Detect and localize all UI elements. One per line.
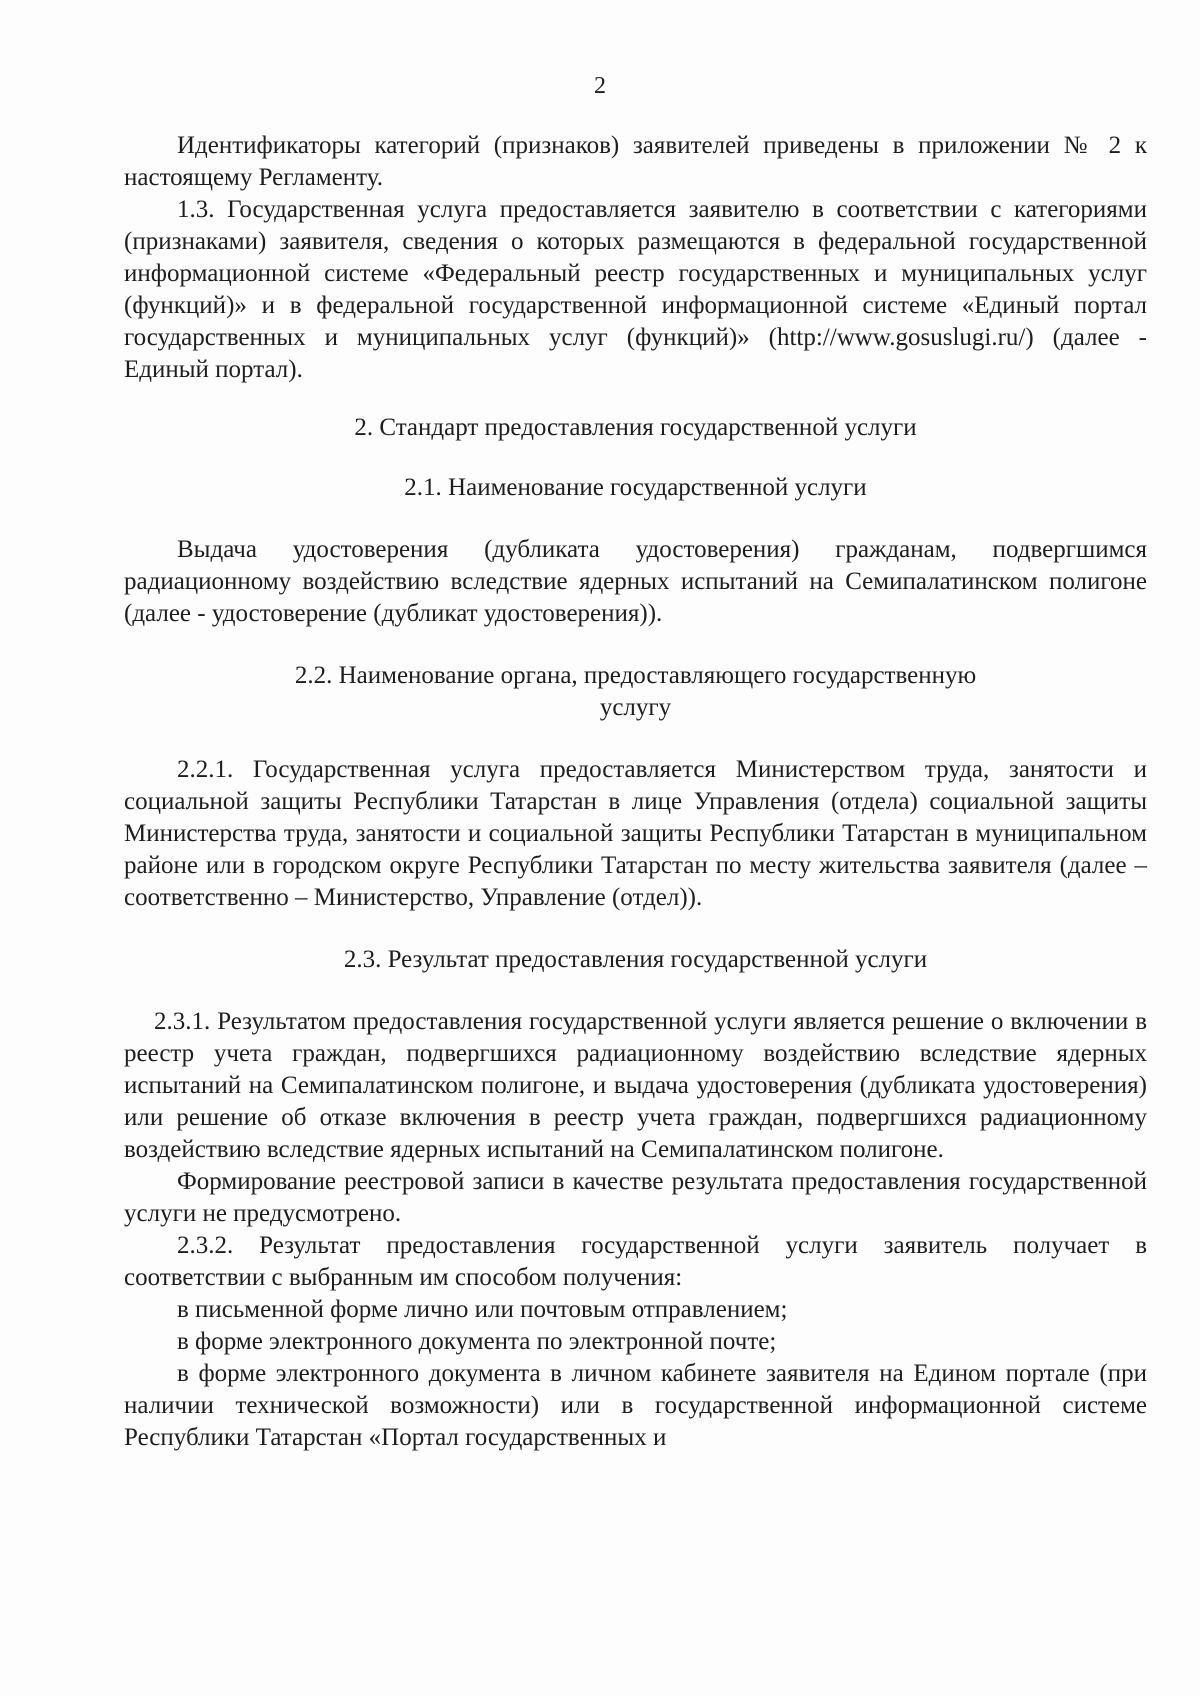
list-item-written-form: в письменной форме лично или почтовым отправлением; [177,1296,788,1323]
subsection-heading-2-2 [124,660,1147,724]
list-item-email: в форме электронного документа по электронной почте; [177,1328,777,1355]
paragraph-registry-record: Формирование реестровой записи в качестве результата предоставления государственной услуги не предусмотрено. [124,1168,1147,1227]
paragraph-category-identifiers: Идентификаторы категорий (признаков) заявителей приведены в приложении № 2 к настоящему Регламенту. [124,132,1147,191]
subsection-heading-2-1: 2.1. Наименование государственной услуги [404,474,867,501]
page-number: 2 [594,73,606,99]
subsection-heading-2-3: 2.3. Результат предоставления государственной услуги [343,946,928,973]
paragraph-2-3-2: 2.3.2. Результат предоставления государственной услуги заявитель получает в соответствии с выбранным им способом получения: [124,1232,1147,1291]
subsection-heading-2-2-line2: услугу [599,694,672,721]
section-heading-2: 2. Стандарт предоставления государственной услуги [354,414,917,441]
document-body [124,130,1147,1454]
paragraph-1-3: 1.3. Государственная услуга предоставляется заявителю в соответствии с категориями (признаками) заявителя, сведения о которых размещаются в федеральной государственной информационной системе «Федеральный реестр государственных и муниципальных услуг (функций)» и в федеральной государственной информационной системе «Единый портал государственных и муниципальных услуг (функций)» (http://www.gosuslugi.ru/) (далее - Единый портал). [124,196,1147,383]
paragraph-service-name: Выдача удостоверения (дубликата удостоверения) гражданам, подвергшимся радиационному воздействию вследствие ядерных испытаний на Семипалатинском полигоне (далее - удостоверение (дубликат удостоверения)). [124,536,1147,627]
subsection-heading-2-2-line1: 2.2. Наименование органа, предоставляющего государственную [294,662,977,689]
paragraph-2-3-1: 2.3.1. Результатом предоставления государственной услуги является решение о включении в реестр учета граждан, подвергшихся радиационному воздействию вследствие ядерных испытаний на Семипалатинском полигоне, и выдача удостоверения (дубликата удостоверения) или решение об отказе включения в реестр учета граждан, подвергшихся радиационному воздействию вследствие ядерных испытаний на Семипалатинском полигоне. [124,1008,1147,1163]
paragraph-2-2-1: 2.2.1. Государственная услуга предоставляется Министерством труда, занятости и социальной защиты Республики Татарстан в лице Управления (отдела) социальной защиты Министерства труда, занятости и социальной защиты Республики Татарстан в муниципальном районе или в городском округе Республики Татарстан по месту жительства заявителя (далее – соответственно – Министерство, Управление (отдел)). [124,756,1147,911]
list-item-personal-account: в форме электронного документа в личном кабинете заявителя на Едином портале (при наличии технической возможности) или в государственной информационной системе Республики Татарстан «Портал государственных и [124,1360,1147,1451]
